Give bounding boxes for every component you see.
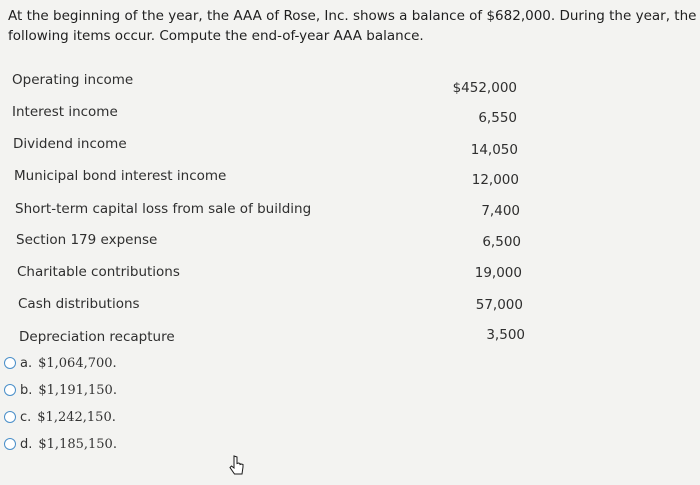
item-amount: 14,050 [470, 142, 518, 158]
item-amount: 6,500 [482, 234, 521, 250]
item-amount: 6,550 [478, 110, 517, 126]
item-amount: 3,500 [486, 327, 525, 343]
option-letter: b. [20, 382, 33, 398]
radio-button-icon[interactable] [4, 384, 16, 396]
item-label: Charitable contributions [17, 264, 180, 280]
item-label: Depreciation recapture [19, 329, 175, 345]
item-amount: $452,000 [452, 80, 517, 96]
radio-button-icon[interactable] [4, 438, 16, 450]
option-value: $1,191,150. [38, 382, 117, 398]
table-row [0, 70, 600, 94]
question-text: At the beginning of the year, the AAA of Rose, Inc. shows a balance of $682,000. During the year, the following items occur. Compute the end-of-year AAA balance. [8, 8, 697, 44]
item-amount: 19,000 [474, 265, 522, 281]
table-row [0, 102, 600, 126]
option-letter: a. [20, 355, 33, 371]
option-value: $1,064,700. [38, 355, 117, 371]
item-amount: 7,400 [481, 203, 520, 219]
option-c[interactable] [4, 406, 116, 428]
item-label: Dividend income [13, 136, 127, 152]
table-row [0, 262, 600, 286]
option-letter: d. [20, 436, 33, 452]
option-d[interactable] [4, 433, 117, 455]
table-row [0, 134, 600, 158]
item-label: Short-term capital loss from sale of building [15, 201, 312, 217]
option-a[interactable] [4, 352, 117, 374]
option-letter: c. [20, 409, 32, 425]
item-label: Municipal bond interest income [14, 168, 227, 184]
option-b[interactable] [4, 379, 117, 401]
table-row [0, 294, 600, 318]
item-amount: 12,000 [471, 172, 519, 188]
option-value: $1,185,150. [38, 436, 117, 452]
mouse-pointer-icon [228, 455, 246, 477]
option-value: $1,242,150. [37, 409, 116, 425]
item-label: Operating income [12, 72, 134, 88]
item-label: Cash distributions [18, 296, 140, 312]
item-amount: 57,000 [475, 297, 523, 313]
table-row [0, 166, 600, 190]
table-row [0, 327, 600, 351]
radio-button-icon[interactable] [4, 357, 16, 369]
table-row [0, 199, 600, 223]
table-row [0, 230, 600, 254]
item-label: Section 179 expense [16, 232, 158, 248]
item-label: Interest income [12, 104, 118, 120]
radio-button-icon[interactable] [4, 411, 16, 423]
